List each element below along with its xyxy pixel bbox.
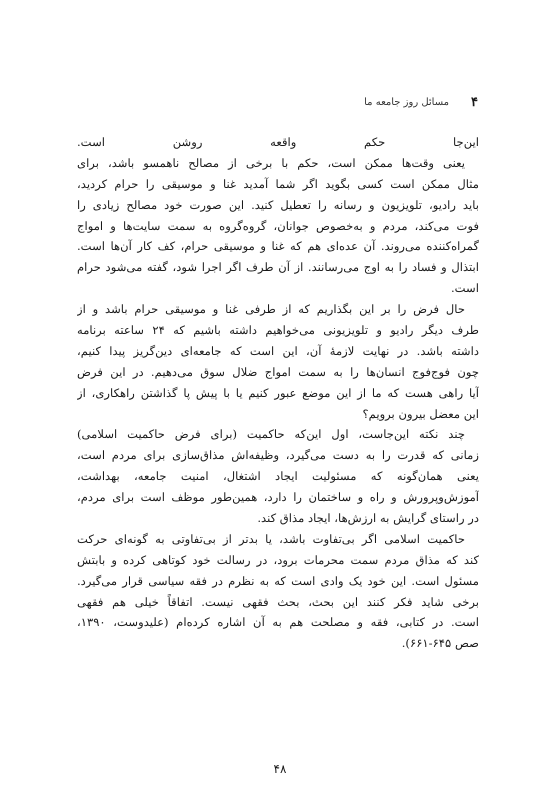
text-line: آموزش‌وپرورش و راه و ساختمان را دارد، همین‌طور موظف است برای مردم،: [77, 490, 479, 505]
text-line: مثال ممکن است کسی بگوید اگر شما آمدید غنا و موسیقی را حرام کردید،: [77, 176, 479, 191]
text-line: ابتذال و فساد را به اوج می‌رسانند. از آن طرف اگر اجرا شود، گفته می‌شود حرام: [77, 260, 479, 275]
text-line: است.: [450, 281, 479, 296]
text-line: باید رادیو، تلویزیون و رسانه را تعطیل کنید. این صورت خود مصالح زیادی را: [77, 197, 479, 212]
text-line: این معضل بیرون برویم؟: [362, 406, 479, 421]
text-line: زمانی که قدرت را به دست می‌گیرد، وظیفه‌اش مذاق‌سازی برای مردم است،: [77, 448, 479, 463]
text-line: مسئول است. این خود یک وادی است که به نظرم در فقه سیاسی قرار می‌گیرد.: [77, 573, 479, 588]
paragraph-2: [77, 299, 479, 424]
text-line: در راستای گرایش به ارزش‌ها، ایجاد مذاق کند.: [257, 511, 479, 526]
text-line: داشته باشد. در نهایت لازمهٔ آن، این است که جامعه‌ای دین‌گریز پیدا کنیم،: [77, 343, 479, 358]
text-line: برخی شاید فکر کنند این بحث، بحث فقهی نیست. اتفاقاً خیلی هم فقهی: [77, 594, 479, 609]
text-line: صص ۶۴۵-۶۶۱).: [401, 636, 479, 651]
body-text: [77, 132, 479, 654]
paragraph-3: [77, 424, 479, 528]
running-title: مسائل روز جامعه ما: [364, 97, 450, 108]
text-line: است. در کتابی، فقه و مصلحت هم به آن اشاره کرده‌ام (علیدوست، ۱۳۹۰،: [77, 615, 479, 630]
text-line: فوت می‌کند، مردم و به‌خصوص جوانان، گروه‌گروه به سمت سایت‌ها و امواج: [77, 218, 479, 233]
text-line: چون فوج‌فوج انسان‌ها را به سمت امواج ضلال سوق می‌دهیم. در این فرض: [77, 364, 479, 379]
text-line: یعنی همان‌گونه که مسئولیت ایجاد اشتغال، امنیت جامعه، بهداشت،: [77, 469, 479, 484]
footer-page-number: ۴۸: [273, 762, 287, 776]
text-line: طرف دیگر رادیو و تلویزیونی می‌خواهیم داشته باشیم که ۲۴ ساعته برنامه: [77, 323, 479, 338]
header-page-number: ۴: [471, 95, 478, 110]
text-line: حال فرض را بر این بگذاریم که از طرفی غنا و موسیقی حرام باشد و از: [77, 302, 465, 317]
text-line: یعنی وقت‌ها ممکن است، حکم با برخی از مصالح ناهمسو باشد، برای: [77, 155, 465, 170]
page-header: [324, 95, 478, 111]
paragraph-1: [77, 132, 479, 299]
text-line: این‌جا حکم واقعه روشن است.: [77, 135, 479, 149]
paragraph-4: [77, 529, 479, 654]
text-line: آیا راهی هست که ما از این موضع عبور کنیم یا با پیش پا گذاشتن راهکاری، از: [77, 385, 479, 400]
text-line: کند که مذاق مردم سمت محرمات برود، در رسالت خود کوتاهی کرده و بابتش: [77, 552, 479, 567]
text-line: گمراه‌کننده می‌روند. آن عده‌ای هم که غنا و موسیقی حرام، کف کار آن‌ها است.: [77, 239, 479, 254]
text-line: چند نکته این‌جاست، اول این‌که حاکمیت (برای فرض حاکمیت اسلامی): [77, 427, 465, 442]
text-line: حاکمیت اسلامی اگر بی‌تفاوت باشد، یا بدتر از بی‌تفاوتی به گونه‌ای حرکت: [77, 531, 465, 546]
